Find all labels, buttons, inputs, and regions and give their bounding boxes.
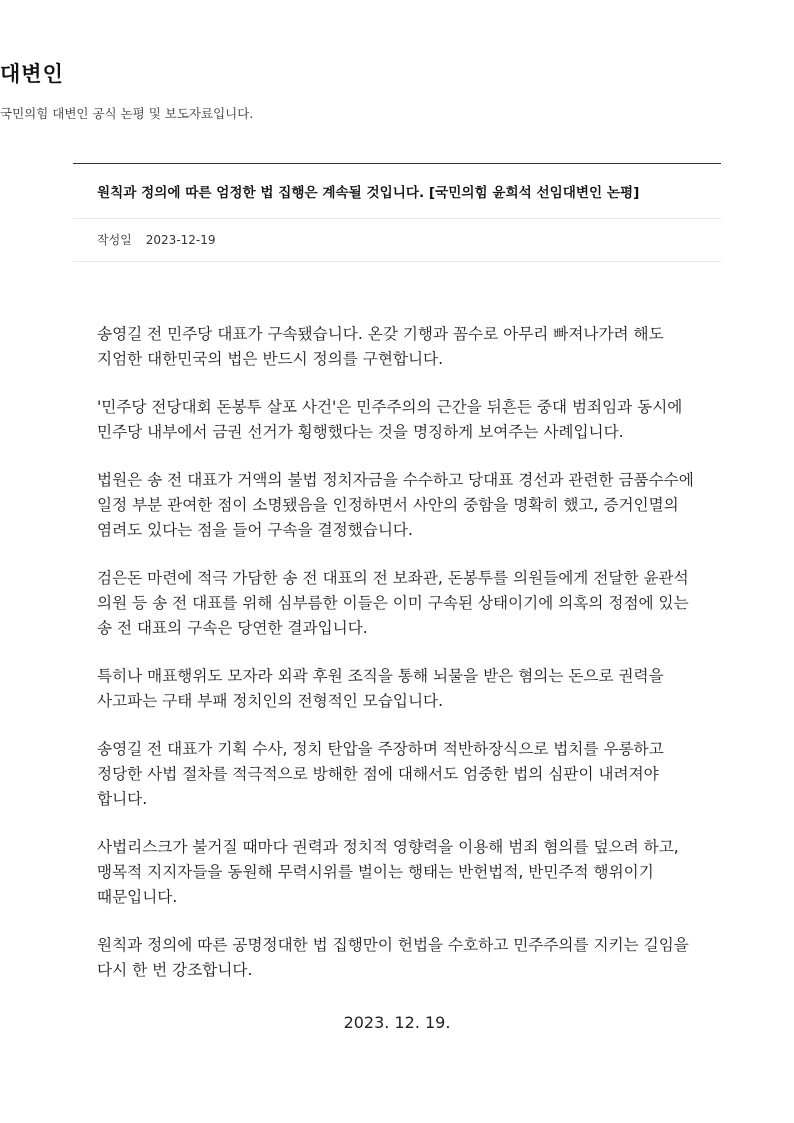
closing-date: 2023. 12. 19. — [343, 1013, 451, 1032]
post-body — [97, 322, 697, 1006]
site-title: 대변인 — [0, 62, 64, 86]
body-paragraph: 법원은 송 전 대표가 거액의 불법 정치자금을 수수하고 당대표 경선과 관련한 금품수수에 일정 부분 관여한 점이 소명됐음을 인정하면서 사안의 중함을 명확히 했고, 증거인멸의 염려도 있다는 점을 들어 구속을 결정했습니다. — [97, 471, 694, 539]
meta-date: 2023-12-19 — [145, 233, 216, 247]
header-divider — [73, 163, 721, 164]
body-paragraph: 검은돈 마련에 적극 가담한 송 전 대표의 전 보좌관, 돈봉투를 의원들에게 전달한 윤관석 의원 등 송 전 대표를 위해 심부름한 이들은 이미 구속된 상태이기에 의혹의 정점에 있는 송 전 대표의 구속은 당연한 결과입니다. — [97, 569, 689, 637]
site-subtitle: 국민의힘 대변인 공식 논평 및 보도자료입니다. — [0, 106, 254, 121]
meta-divider — [73, 261, 721, 262]
body-paragraph: '민주당 전당대회 돈봉투 살포 사건'은 민주주의의 근간을 뒤흔든 중대 범죄임과 동시에 민주당 내부에서 금권 선거가 횡행했다는 것을 명징하게 보여주는 사례입니다. — [97, 398, 683, 441]
post-title: 원칙과 정의에 따른 엄정한 법 집행은 계속될 것입니다. [국민의힘 윤희석 선임대변인 논평] — [97, 185, 640, 201]
title-divider — [73, 218, 721, 219]
body-paragraph: 사법리스크가 불거질 때마다 권력과 정치적 영향력을 이용해 범죄 혐의를 덮으려 하고, 맹목적 지지자들을 동원해 무력시위를 벌이는 행태는 반헌법적, 반민주적 행위이기 때문입니다. — [97, 838, 679, 906]
post-meta — [97, 231, 216, 248]
body-paragraph: 원칙과 정의에 따른 공명정대한 법 집행만이 헌법을 수호하고 민주주의를 지키는 길임을 다시 한 번 강조합니다. — [97, 936, 689, 979]
meta-label: 작성일 — [97, 233, 132, 247]
body-paragraph: 특히나 매표행위도 모자라 외곽 후원 조직을 통해 뇌물을 받은 혐의는 돈으로 권력을 사고파는 구태 부패 정치인의 전형적인 모습입니다. — [97, 667, 664, 710]
body-paragraph: 송영길 전 대표가 기획 수사, 정치 탄압을 주장하며 적반하장식으로 법치를 우롱하고 정당한 사법 절차를 적극적으로 방해한 점에 대해서도 엄중한 법의 심판이 내려져야 합니다. — [97, 740, 664, 808]
body-paragraph: 송영길 전 민주당 대표가 구속됐습니다. 온갖 기행과 꼼수로 아무리 빠져나가려 해도 지엄한 대한민국의 법은 반드시 정의를 구현합니다. — [97, 325, 664, 368]
